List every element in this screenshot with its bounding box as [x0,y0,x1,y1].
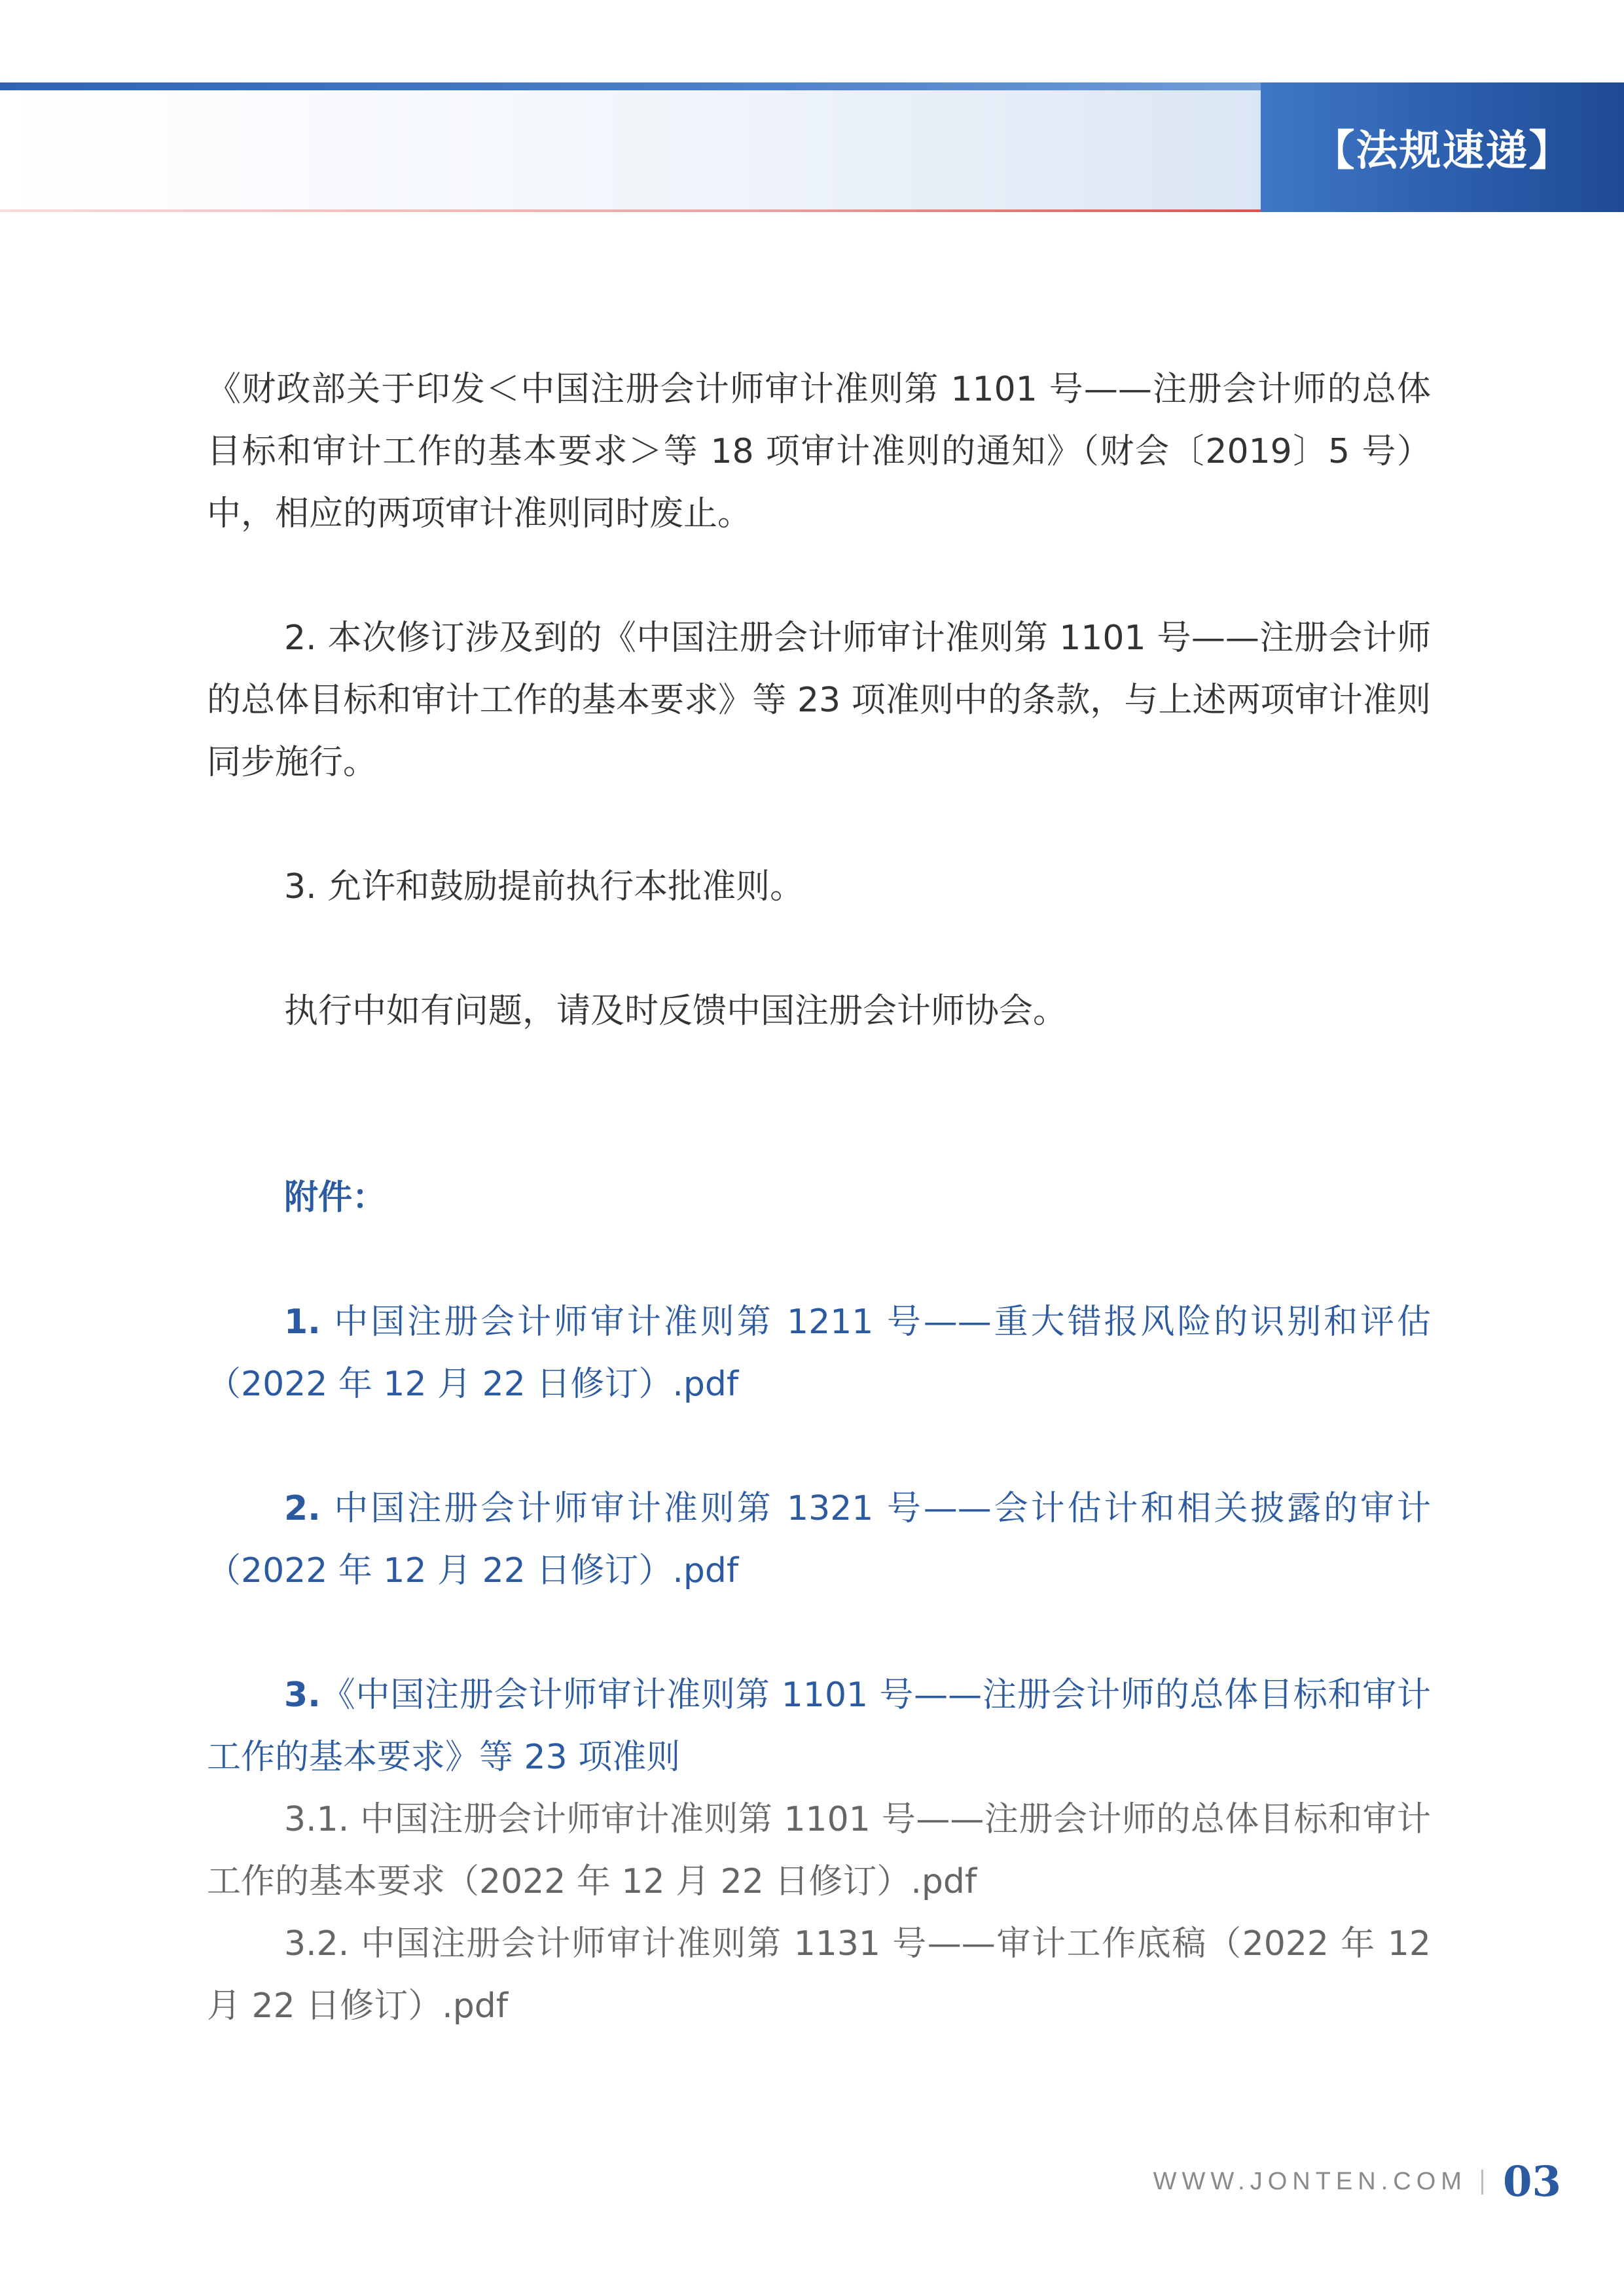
page-number: 03 [1502,2157,1561,2206]
attachment-text: 《中国注册会计师审计准则第 1101 号——注册会计师的总体目标和审计工作的基本要求》等 23 项准则 [207,1676,1431,1777]
attachment-number: 3. [284,1676,321,1715]
attachments-title: 附件： [284,1178,387,1217]
section-label: 【法规速递】 [1312,126,1572,175]
attachment-number: 2. [284,1489,321,1528]
paragraph-item-2: 2. 本次修订涉及到的《中国注册会计师审计准则第 1101 号——注册会计师的总体目标和审计工作的基本要求》等 23 项准则中的条款，与上述两项审计准则同步施行。 [207,619,1431,782]
page-footer [1153,2157,1561,2206]
document-body [207,359,1431,2037]
attachment-text: 中国注册会计师审计准则第 1211 号——重大错报风险的识别和评估（2022 年 12 月 22 日修订）.pdf [207,1302,1431,1404]
paragraph-abolished-standards: 《财政部关于印发＜中国注册会计师审计准则第 1101 号——注册会计师的总体目标和审计工作的基本要求＞等 18 项审计准则的通知》（财会〔2019〕5 号）中，相应的两项审计准则同时废止。 [207,370,1431,533]
section-tab [1261,82,1624,212]
footer-website[interactable]: WWW.JONTEN.COM [1153,2168,1467,2195]
header-top-rule [0,82,1261,90]
paragraph-item-3: 3. 允许和鼓励提前执行本批准则。 [284,867,804,906]
attachment-group-3 [207,1664,1431,1789]
header-divider [0,209,1261,212]
attachment-sub-link-3-1[interactable]: 3.1. 中国注册会计师审计准则第 1101 号——注册会计师的总体目标和审计工作的基本要求（2022 年 12 月 22 日修订）.pdf [207,1800,1431,1901]
attachment-text: 中国注册会计师审计准则第 1321 号——会计估计和相关披露的审计（2022 年 12 月 22 日修订）.pdf [207,1489,1431,1590]
attachment-sub-link-3-2[interactable]: 3.2. 中国注册会计师审计准则第 1131 号——审计工作底稿（2022 年 12 月 22 日修订）.pdf [207,1924,1431,2026]
attachment-link-2[interactable] [207,1478,1431,1602]
paragraph-feedback: 执行中如有问题，请及时反馈中国注册会计师协会。 [284,992,1068,1031]
attachment-link-1[interactable] [207,1291,1431,1416]
footer-separator [1481,2170,1483,2195]
header-band [0,90,1261,209]
attachment-number: 1. [284,1302,321,1342]
